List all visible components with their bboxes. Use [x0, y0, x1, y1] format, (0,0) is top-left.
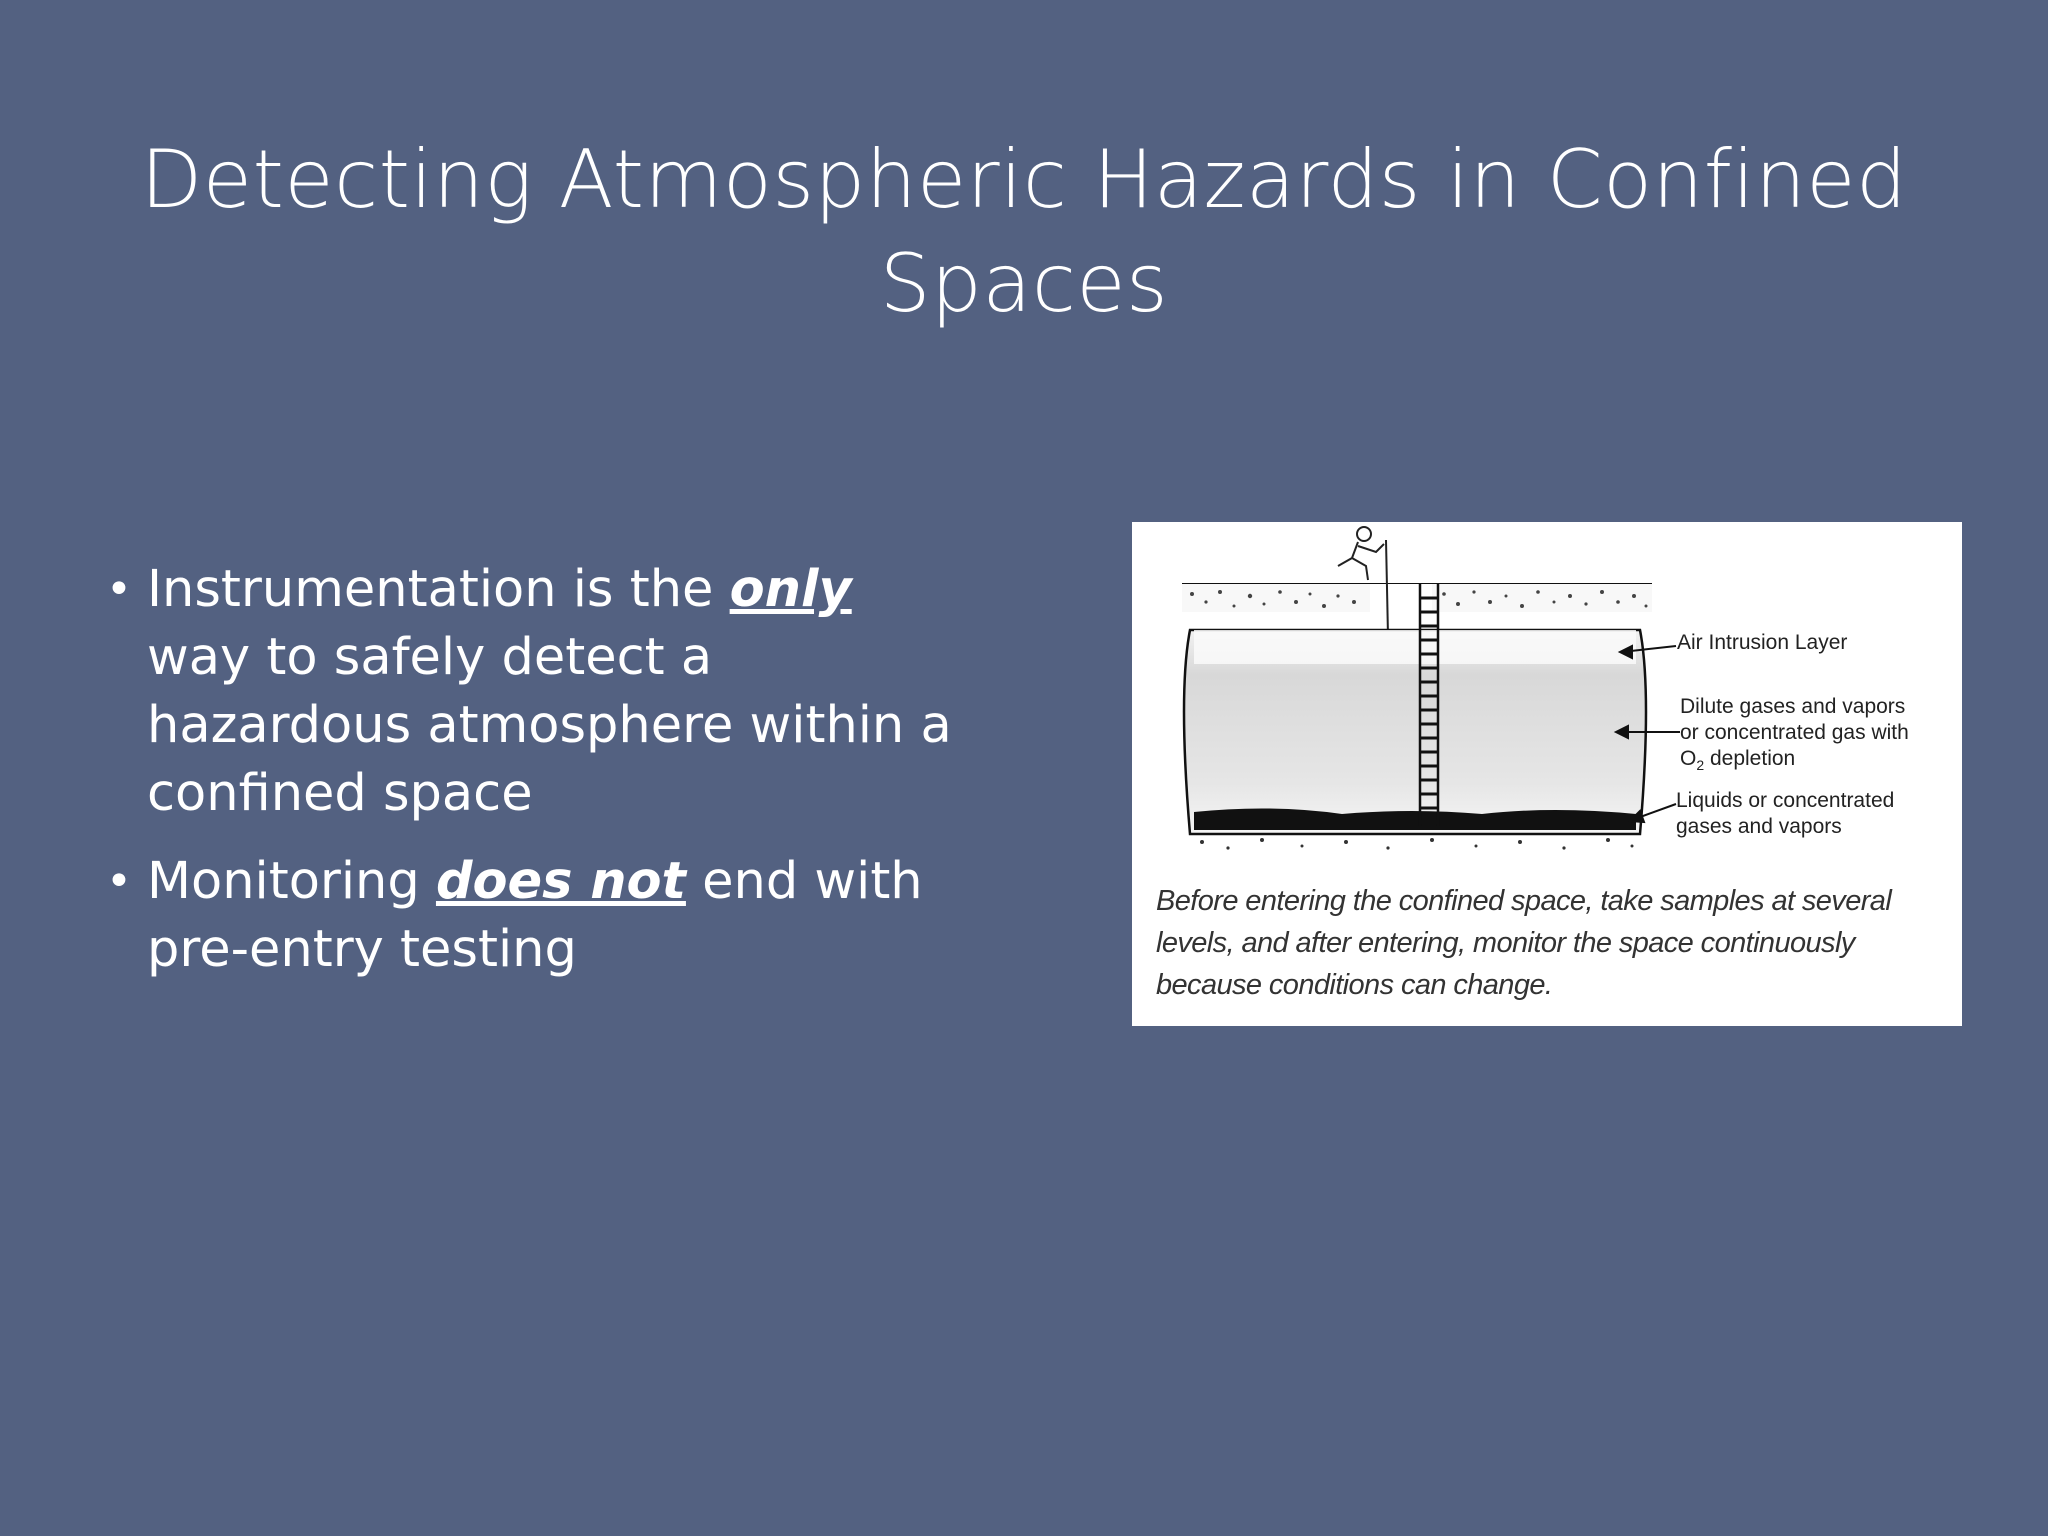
- bullet-text-after: end with pre-entry testing: [147, 852, 923, 979]
- liquid-layer: [1194, 808, 1636, 830]
- oxygen-subscript: 2: [1696, 757, 1705, 774]
- bottom-speckle: [1200, 838, 1634, 850]
- bullet-text-before: Instrumentation is the: [147, 560, 730, 619]
- label-air-intrusion: Air Intrusion Layer: [1677, 631, 1848, 654]
- bullet-list: [100, 556, 960, 1004]
- confined-space-figure: [1132, 522, 1962, 1026]
- oxygen-symbol: O: [1680, 747, 1697, 770]
- label-liquids-line1: Liquids or concentrated: [1676, 789, 1895, 812]
- label-dilute-line1: Dilute gases and vapors: [1680, 695, 1906, 718]
- label-dilute-line2: or concentrated gas with: [1680, 721, 1909, 744]
- figure-caption: Before entering the confined space, take samples at several levels, and after entering, monitor the space continuously because conditions can change.: [1156, 885, 1892, 1001]
- bullet-item: [100, 556, 960, 828]
- bullet-text-after: way to safely detect a hazardous atmosphere within a confined space: [147, 628, 952, 823]
- bullet-dot: •: [106, 564, 132, 615]
- bullet-item: [100, 848, 960, 984]
- label-dilute-line3: [1680, 746, 1795, 778]
- bullet-emphasis: does not: [435, 852, 686, 911]
- slide-title: Detecting Atmospheric Hazards in Confined Spaces: [140, 133, 1908, 330]
- bullet-dot: •: [106, 856, 132, 907]
- label-liquids-line2: gases and vapors: [1676, 815, 1842, 838]
- air-intrusion-layer: [1194, 630, 1636, 664]
- depletion-text: depletion: [1704, 747, 1796, 770]
- bullet-emphasis: only: [729, 560, 852, 619]
- bullet-text-before: Monitoring: [147, 852, 436, 911]
